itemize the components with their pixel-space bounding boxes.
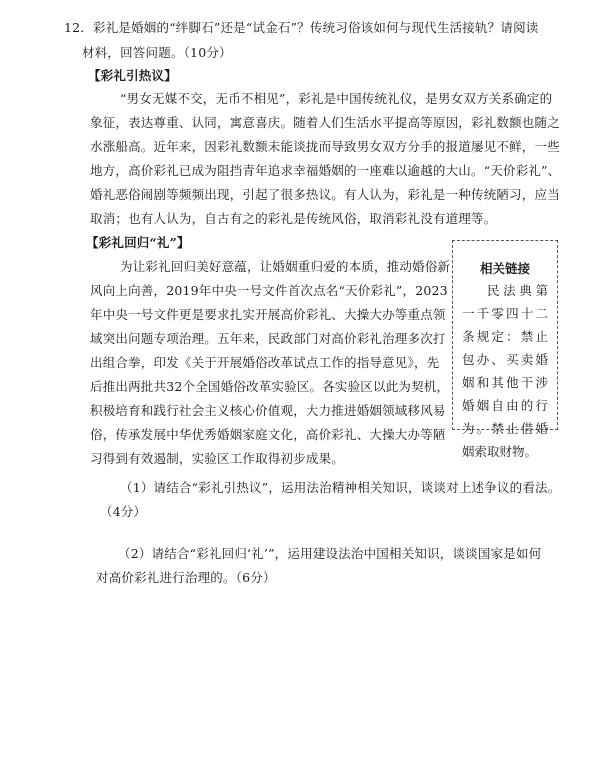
section2-heading: 【彩礼回归“礼”】 <box>86 235 190 250</box>
section1-line: 水涨船高。近年来，因彩礼数额未能谈拢而导致男女双方分手的报道屡见不鲜，一些 <box>90 139 560 154</box>
section2-line: 年中央一号文件更是要求扎实开展高价彩礼、大操大办等重点领 <box>90 307 446 322</box>
section1-line: 地方，高价彩礼已成为阻挡青年追求幸福婚姻的一座难以逾越的大山。“天价彩礼”、 <box>90 163 561 178</box>
section1-heading: 【彩礼引热议】 <box>88 68 177 83</box>
question-header-line2: 材料，回答问题。（10分） <box>82 45 232 60</box>
section2-line: 后推出两批共32个全国婚俗改革实验区。各实验区以此为契机， <box>90 379 450 394</box>
sub-question-1-line1: （1）请结合“彩礼引热议”，运用法治精神相关知识，谈谈对上述争议的看法。 <box>120 480 561 495</box>
section2-line: 为让彩礼回归美好意蕴，让婚姻重归爱的本质，推动婚俗新 <box>120 259 451 274</box>
section2-line: 域突出问题专项治理。五年来，民政部门对高价彩礼治理多次打 <box>90 331 446 346</box>
related-link-box <box>452 240 558 459</box>
section1-line: 象征，表达尊重、认同，寓意喜庆。随着人们生活水平提高等原因，彩礼数额也随之 <box>90 115 560 130</box>
related-link-body: 民法典第一千零四十二条规定：禁止包办、买卖婚姻和其他干涉婚姻自由的行为。禁止借婚姻索取财物。 <box>462 283 548 459</box>
section2-line: 俗，传承发展中华优秀婚姻家庭文化，高价彩礼、大操大办等陋 <box>90 427 446 442</box>
section1-line: 取消；也有人认为，自古有之的彩礼是传统风俗，取消彩礼没有道理等。 <box>90 211 497 226</box>
section1-line: 婚礼恶俗闹剧等频频出现，引起了很多热议。有人认为，彩礼是一种传统陋习，应当 <box>90 187 560 202</box>
section2-line: 习得到有效遏制，实验区工作取得初步成果。 <box>90 451 345 466</box>
sub-question-1-line2: （4分） <box>100 504 147 519</box>
section2-line: 风向上向善，2019年中央一号文件首次点名“天价彩礼”，2023 <box>90 283 448 298</box>
related-link-title: 相关链接 <box>479 261 530 276</box>
sub-question-2-line2: 对高价彩礼进行治理的。（6分） <box>96 570 276 585</box>
sub-question-2-line1: （2）请结合“彩礼回归‘礼’”，运用建设法治中国相关知识，谈谈国家是如何 <box>118 546 542 561</box>
section1-line: “男女无媒不交，无币不相见”，彩礼是中国传统礼仪，是男女双方关系确定的 <box>120 91 553 106</box>
section2-line: 积极培育和践行社会主义核心价值观，大力推进婚姻领域移风易 <box>90 403 446 418</box>
question-header-line1: 12．彩礼是婚姻的“绊脚石”还是“试金石”？传统习俗该如何与现代生活接轨？请阅读 <box>64 20 539 35</box>
section2-line: 出组合拳，印发《关于开展婚俗改革试点工作的指导意见》，先 <box>90 355 440 370</box>
